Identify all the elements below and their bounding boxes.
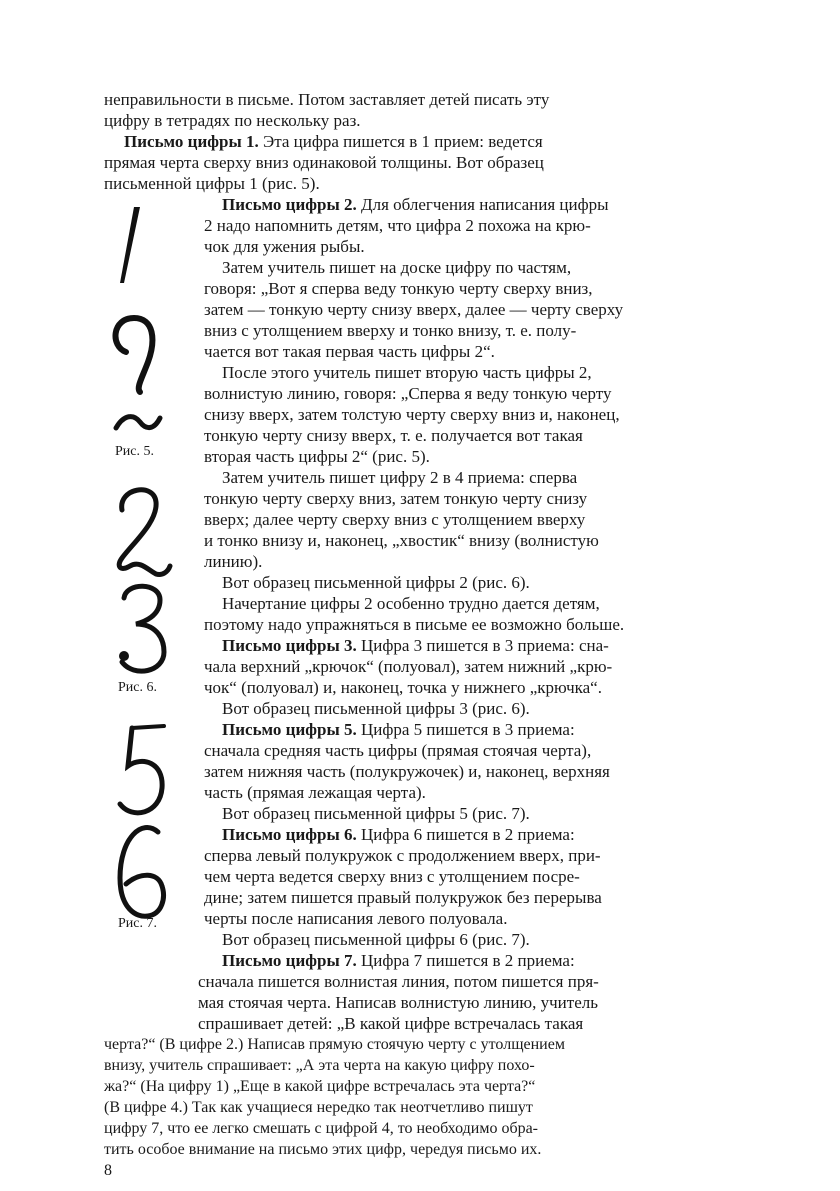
text-line: письменной цифры 1 (рис. 5). [104,174,320,193]
text-line: (В цифре 4.) Так как учащиеся нередко так неотчетливо пишут [104,1099,533,1116]
text-line: Письмо цифры 5. Цифра 5 пишется в 3 приема: [222,720,575,739]
text-line: и тонко внизу и, наконец, „хвостик“ внизу (волнистую [204,531,599,550]
text-line: дине; затем пишется правый полукружок без перерыва [204,888,602,907]
text-line: 2 надо напомнить детям, что цифра 2 похожа на крю- [204,216,591,235]
text-line: чок для ужения рыбы. [204,237,365,256]
text-line: спрашивает детей: „В какой цифре встречалась такая [198,1014,584,1033]
text-line: Письмо цифры 1. Эта цифра пишется в 1 прием: ведется [124,132,543,151]
text-line: снизу вверх, затем толстую черту сверху вниз и, наконец, [204,405,620,424]
figure-7-digit-6 [112,822,172,922]
figure-6-caption: Рис. 6. [118,680,157,695]
text-line: Вот образец письменной цифры 3 (рис. 6). [222,699,530,718]
text-line: Затем учитель пишет цифру 2 в 4 приема: сперва [222,468,578,487]
text-line: затем — тонкую черту снизу вверх, далее — черту сверху [204,300,624,319]
text-line: чается вот такая первая часть цифры 2“. [204,342,495,361]
text-line: Начертание цифры 2 особенно трудно дается детям, [222,594,600,613]
text-line: Письмо цифры 7. Цифра 7 пишется в 2 приема: [222,951,575,970]
text-line: черты после написания левого полуовала. [204,909,508,928]
figure-7-digit-5 [112,722,172,822]
text-line: мая стоячая черта. Написав волнистую линию, учитель [198,993,598,1012]
figure-5-wave-line [112,408,164,434]
text-line: Письмо цифры 2. Для облегчения написания цифры [222,195,609,214]
text-line: тонкую черту снизу вверх, т. е. получается вот такая [204,426,583,445]
text-line: внизу, учитель спрашивает: „А эта черта на какую цифру похо- [104,1057,535,1074]
text-line: Вот образец письменной цифры 2 (рис. 6). [222,573,530,592]
text-line: тить особое внимание на письмо этих цифр, чередуя письмо их. [104,1141,542,1158]
figure-6-digit-3 [112,580,172,680]
text-line: тонкую черту сверху вниз, затем тонкую черту снизу [204,489,588,508]
text-line: Вот образец письменной цифры 6 (рис. 7). [222,930,530,949]
text-line: прямая черта сверху вниз одинаковой толщины. Вот образец [104,153,544,172]
text-line: затем нижняя часть (полукружочек) и, наконец, верхняя [204,762,610,781]
text-line: жа?“ (На цифру 1) „Еще в какой цифре встречалась эта черта?“ [104,1078,536,1095]
text-line: Письмо цифры 3. Цифра 3 пишется в 3 приема: сна- [222,636,609,655]
text-line: цифру 7, что ее легко смешать с цифрой 4, то необходимо обра- [104,1120,539,1137]
text-line: чок“ (полуовал) и, наконец, точка у нижнего „крючка“. [204,678,602,697]
text-line: поэтому надо упражняться в письме ее возможно больше. [204,615,625,634]
text-line: линию). [204,552,263,571]
text-line: вверх; далее черту сверху вниз с утолщением вверху [204,510,586,529]
figure-5-digit-1 [110,205,150,285]
text-line: Вот образец письменной цифры 5 (рис. 7). [222,804,530,823]
figure-5-digit-2-first-part [106,312,166,397]
text-line: чем черта ведется сверху вниз с утолщением посре- [204,867,580,886]
text-line: Письмо цифры 6. Цифра 6 пишется в 2 приема: [222,825,575,844]
text-line: вниз с утолщением вверху и тонко внизу, т. е. полу- [204,321,577,340]
text-line: волнистую линию, говоря: „Сперва я веду тонкую черту [204,384,612,403]
text-line: Затем учитель пишет на доске цифру по частям, [222,258,572,277]
text-line: сначала средняя часть цифры (прямая стоячая черта), [204,741,592,760]
figure-7-caption: Рис. 7. [118,916,157,931]
figure-6-digit-2 [108,480,178,580]
text-line: чала верхний „крючок“ (полуовал), затем нижний „крю- [204,657,613,676]
figure-5-caption: Рис. 5. [115,444,154,459]
text-line: сперва левый полукружок с продолжением вверх, при- [204,846,601,865]
text-line: вторая часть цифры 2“ (рис. 5). [204,447,430,466]
page-number: 8 [104,1162,112,1179]
text-line: говоря: „Вот я сперва веду тонкую черту сверху вниз, [204,279,593,298]
text-line: После этого учитель пишет вторую часть цифры 2, [222,363,592,382]
text-line: сначала пишется волнистая линия, потом пишется пря- [198,972,599,991]
text-line: черта?“ (В цифре 2.) Написав прямую стоячую черту с утолщением [104,1036,565,1053]
text-line: цифру в тетрадях по нескольку раз. [104,111,361,130]
text-line: часть (прямая лежащая черта). [204,783,426,802]
text-line: неправильности в письме. Потом заставляет детей писать эту [104,90,550,109]
